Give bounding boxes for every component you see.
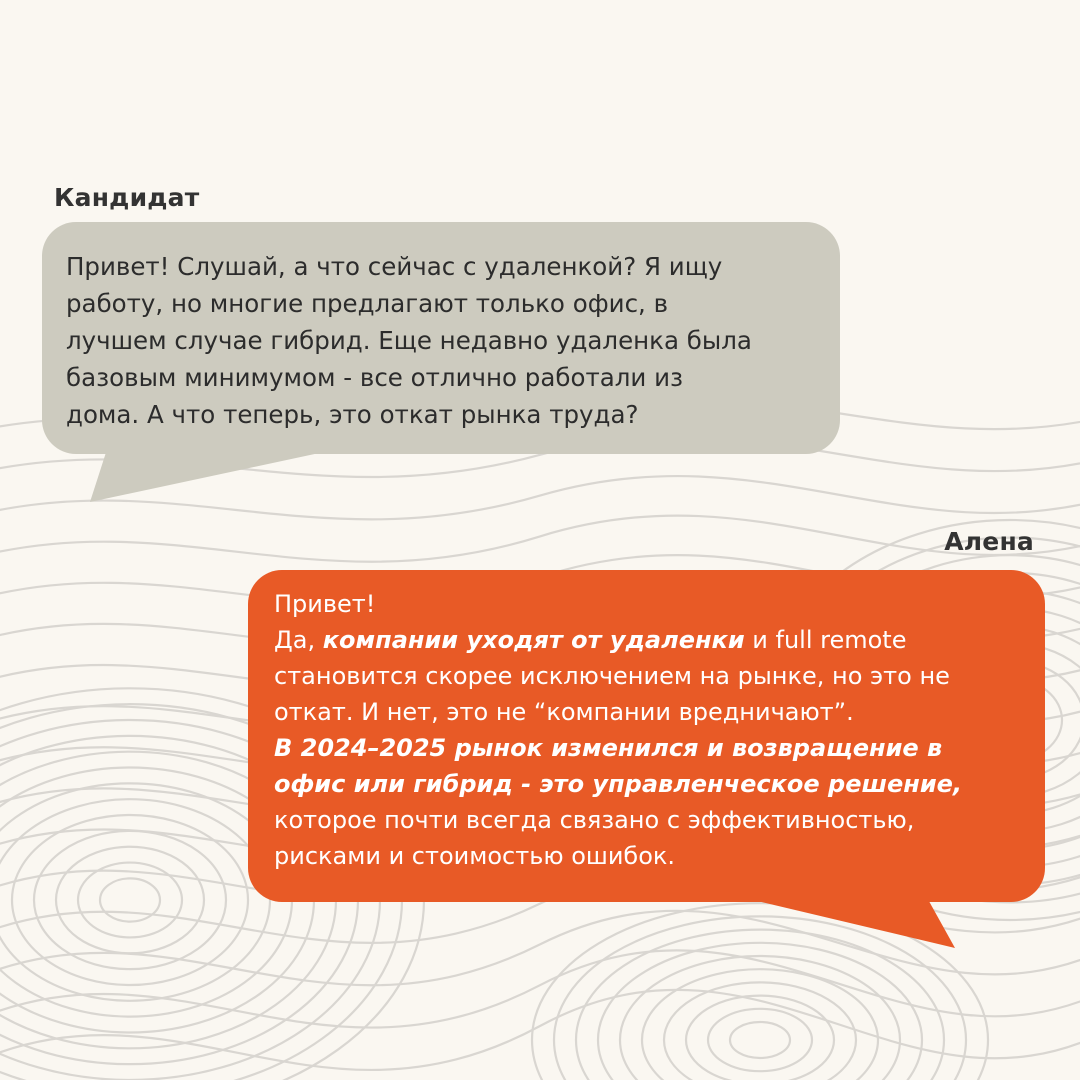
candidate-message-line: работу, но многие предлагают только офис, в <box>66 289 669 318</box>
wave-line <box>0 799 270 1001</box>
candidate-message-bubble <box>42 222 840 454</box>
wave-line <box>620 956 900 1080</box>
candidate-name: Кандидат <box>54 183 200 212</box>
wave-line <box>34 831 226 969</box>
alena-name: Алена <box>944 527 1034 556</box>
alena-message-line: рисками и стоимостью ошибок. <box>274 842 676 870</box>
candidate-message-line: лучшем случае гибрид. Еще недавно удаленка была <box>66 326 752 355</box>
alena-message-line: которое почти всегда связано с эффективностью, <box>274 806 915 834</box>
alena-message-line: откат. И нет, это не “компании вредничают”. <box>274 698 854 726</box>
candidate-message-line: дома. А что теперь, это откат рынка труда? <box>66 400 639 429</box>
alena-greeting: Привет! <box>274 590 376 618</box>
wave-line <box>100 878 160 921</box>
wave-line <box>730 1022 790 1058</box>
wave-line <box>0 516 1080 562</box>
wave-line <box>12 815 248 985</box>
alena-message-emphasis-line: В 2024–2025 рынок изменился и возвращение в <box>274 734 943 762</box>
wave-line <box>664 982 856 1080</box>
alena-message-emphasis-line: офис или гибрид - это управленческое решение, <box>274 770 963 798</box>
alena-message-line: становится скорее исключением на рынке, но это не <box>274 662 950 690</box>
alena-text-plain: и full remote <box>744 626 907 654</box>
alena-text-plain: Да, <box>274 626 323 654</box>
alena-message-line <box>274 622 1029 658</box>
wave-line <box>708 1009 812 1071</box>
candidate-message-line: Привет! Слушай, а что сейчас с удаленкой? Я ищу <box>66 252 723 281</box>
wave-line <box>78 863 182 938</box>
candidate-message-line: базовым минимумом - все отлично работали из <box>66 363 684 392</box>
alena-text-emphasis: компании уходят от удаленки <box>322 626 745 654</box>
alena-message-bubble <box>248 570 1045 902</box>
